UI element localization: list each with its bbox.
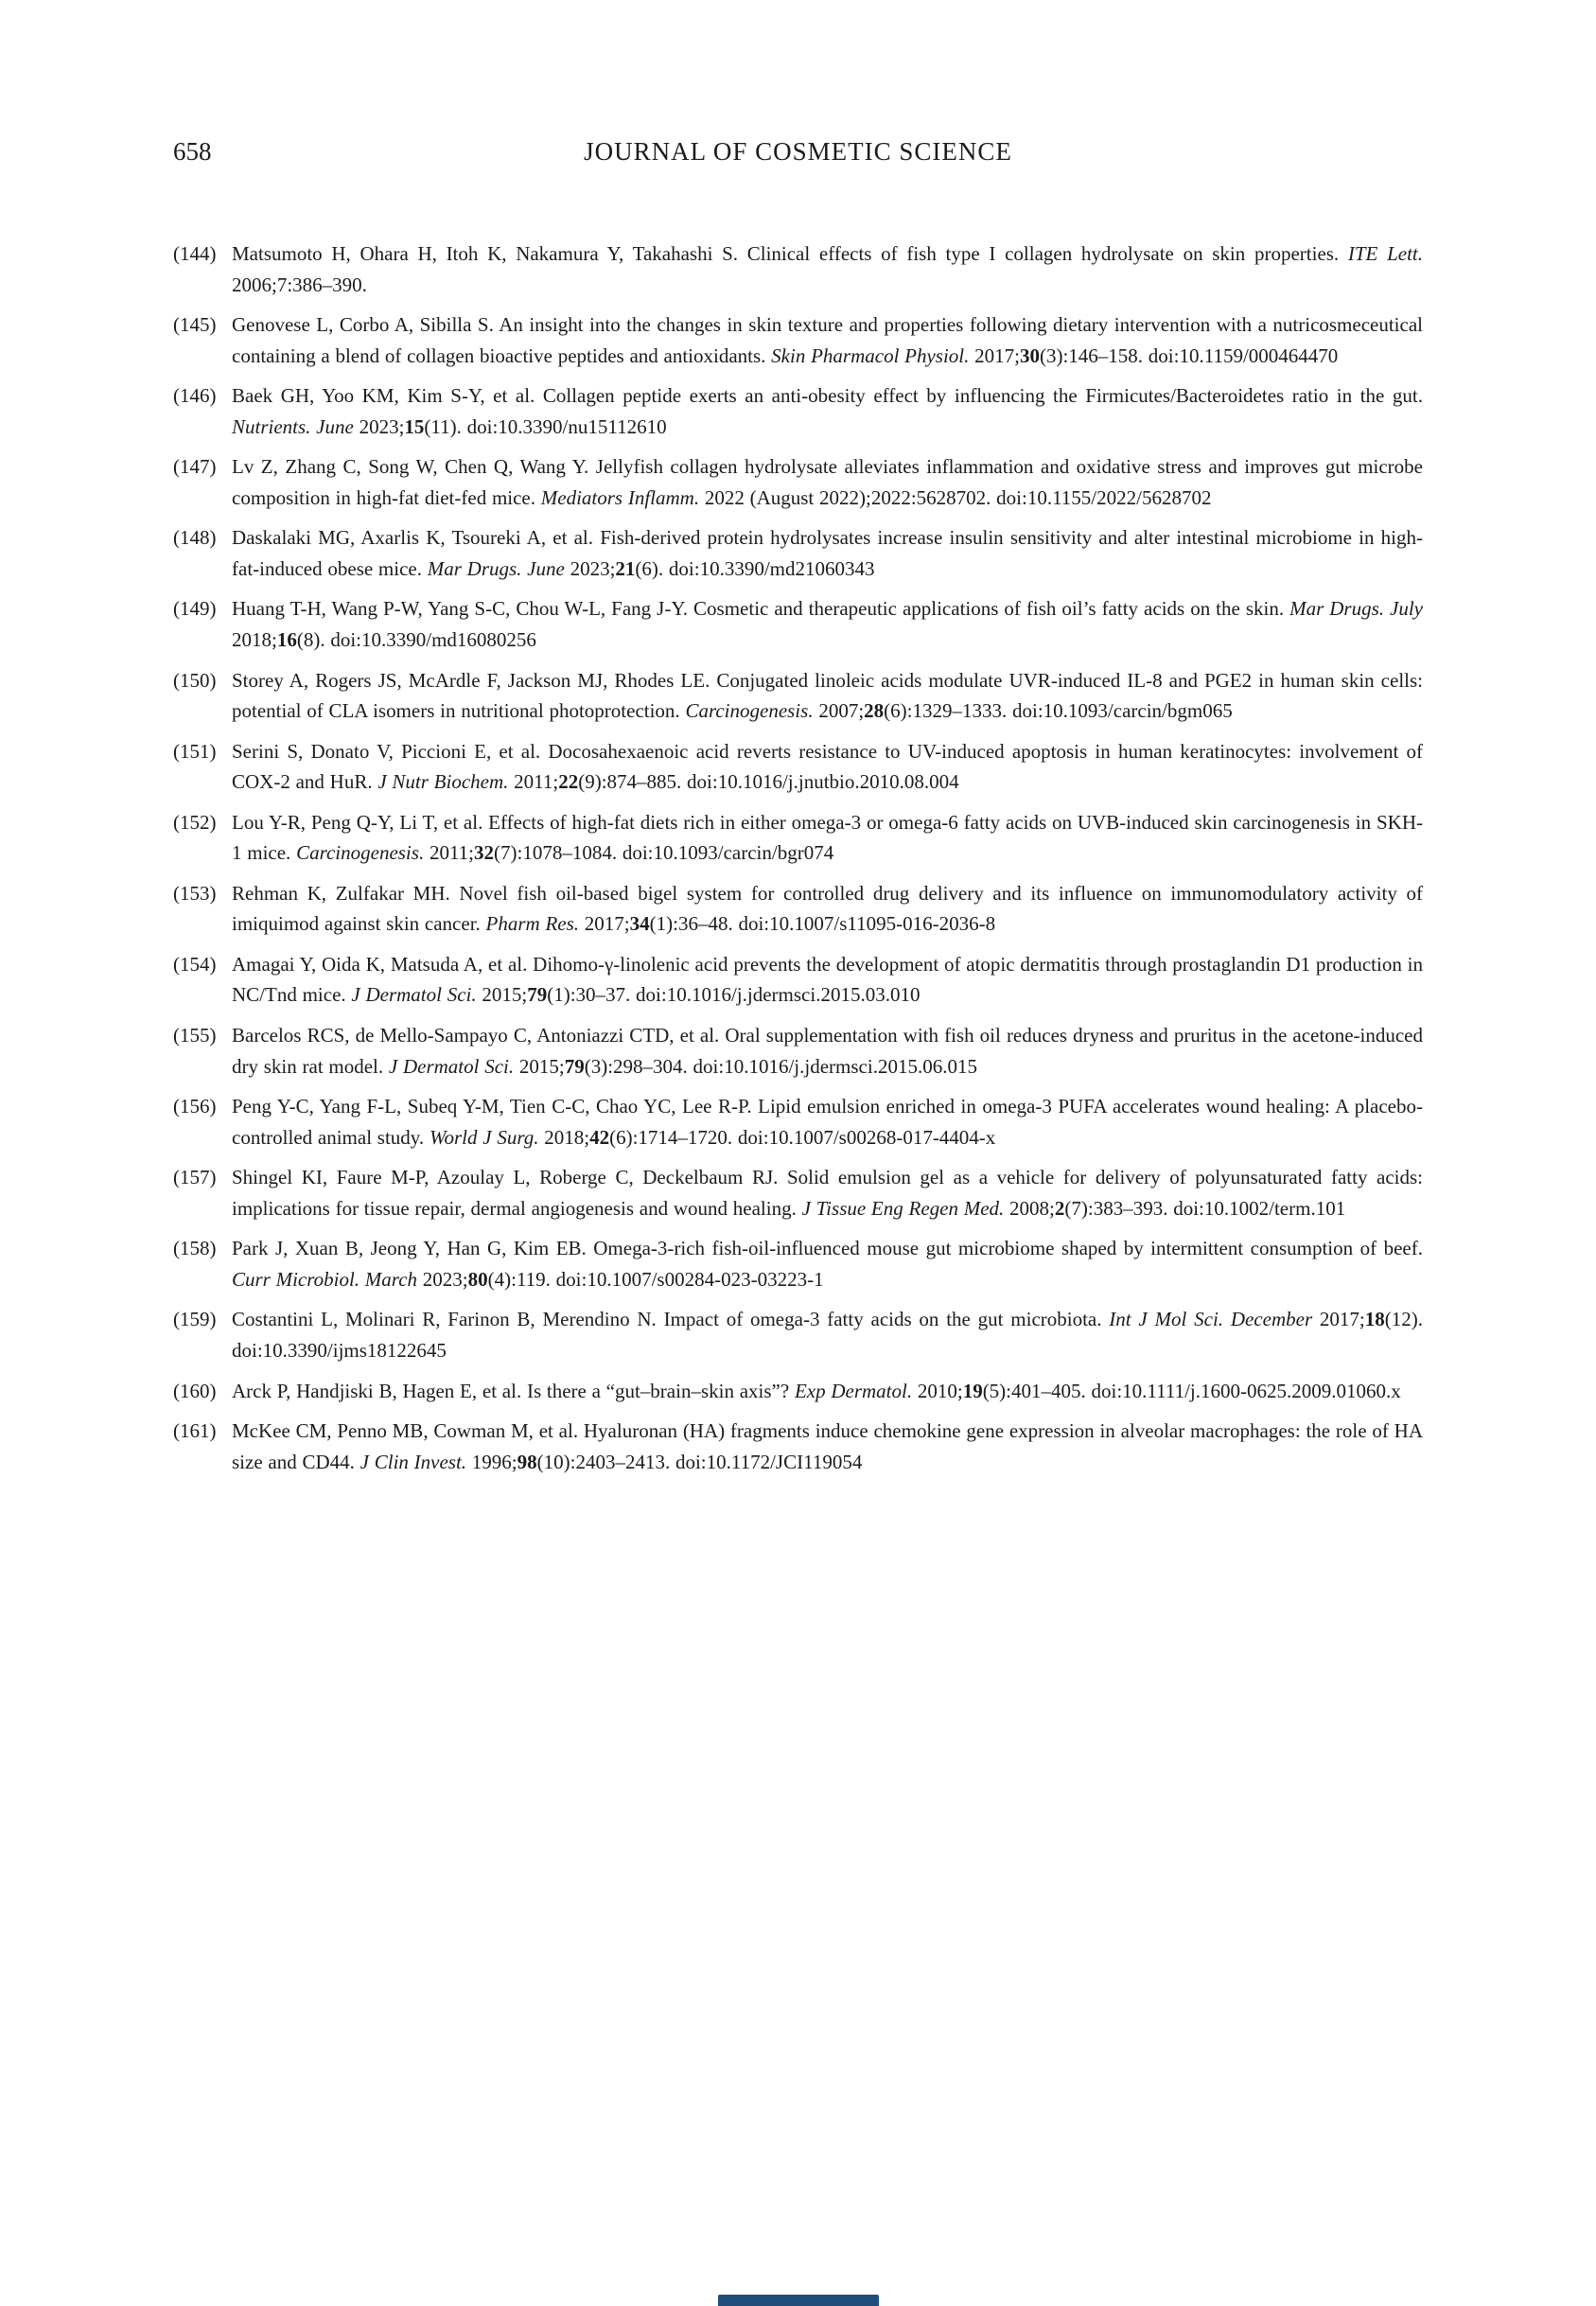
reference-text: (6):1714–1720. doi:10.1007/s00268-017-4404-x xyxy=(609,1125,996,1149)
reference-item xyxy=(173,522,1423,584)
reference-text: (7):1078–1084. doi:10.1093/carcin/bgr074 xyxy=(494,841,834,865)
reference-text: 2017; xyxy=(1312,1308,1365,1331)
journal-name: J Nutr Biochem. xyxy=(377,770,509,794)
journal-name: Carcinogenesis. xyxy=(296,841,425,865)
reference-number: (144) xyxy=(173,242,217,265)
journal-name: Skin Pharmacol Physiol. xyxy=(771,343,970,367)
reference-text: 2018; xyxy=(538,1125,590,1149)
journal-name: ITE Lett. xyxy=(1347,242,1423,265)
reference-text: Storey A, Rogers JS, McArdle F, Jackson MJ, Rhodes LE. Conjugated linoleic acids modulate UVR-induced IL-8 and PGE2 in human skin cells: potential of CLA isomers in nutritional photoprotection. xyxy=(232,668,1423,723)
reference-number: (150) xyxy=(173,668,217,692)
reference-text: (6). doi:10.3390/md21060343 xyxy=(635,556,875,580)
reference-item xyxy=(173,1091,1423,1153)
journal-name: J Tissue Eng Regen Med. xyxy=(801,1196,1005,1220)
journal-name: World J Surg. xyxy=(429,1125,539,1149)
reference-item xyxy=(173,1233,1423,1294)
reference-text: 2011; xyxy=(424,841,475,865)
reference-text: Matsumoto H, Ohara H, Itoh K, Nakamura Y, Takahashi S. Clinical effects of fish type I collagen hydrolysate on skin properties. xyxy=(232,242,1348,265)
volume-number: 19 xyxy=(962,1379,983,1402)
reference-item xyxy=(173,380,1423,442)
volume-number: 22 xyxy=(558,770,579,794)
reference-number: (159) xyxy=(173,1308,217,1331)
reference-item xyxy=(173,807,1423,869)
volume-number: 32 xyxy=(474,841,495,865)
volume-number: 79 xyxy=(564,1054,585,1078)
reference-text: 2022 (August 2022);2022:5628702. doi:10.1155/2022/5628702 xyxy=(699,485,1212,509)
volume-number: 34 xyxy=(629,912,650,936)
page-header xyxy=(173,134,1423,168)
reference-text: Lv Z, Zhang C, Song W, Chen Q, Wang Y. Jellyfish collagen hydrolysate alleviates inflammation and oxidative stress and improves gut microbe composition in high-fat diet-fed mice. xyxy=(232,455,1423,509)
reference-item xyxy=(173,1020,1423,1082)
reference-item xyxy=(173,1376,1423,1407)
reference-text: (7):383–393. doi:10.1002/term.101 xyxy=(1064,1196,1346,1220)
volume-number: 42 xyxy=(589,1125,610,1149)
reference-number: (154) xyxy=(173,952,217,976)
journal-name: Curr Microbiol. March xyxy=(232,1267,418,1291)
reference-text: 2015; xyxy=(476,983,528,1007)
reference-number: (146) xyxy=(173,384,217,408)
reference-text: (3):298–304. doi:10.1016/j.jdermsci.2015.06.015 xyxy=(584,1054,977,1078)
journal-name: J Dermatol Sci. xyxy=(351,983,477,1007)
reference-text: 2018; xyxy=(232,628,277,652)
reference-number: (145) xyxy=(173,313,217,337)
reference-text: (1):30–37. doi:10.1016/j.jdermsci.2015.03.010 xyxy=(547,983,921,1007)
journal-name: Nutrients. June xyxy=(232,414,354,438)
volume-number: 28 xyxy=(864,699,885,723)
volume-number: 21 xyxy=(615,556,636,580)
volume-number: 98 xyxy=(517,1450,537,1473)
next-page-edge xyxy=(718,2295,879,2306)
reference-text: Daskalaki MG, Axarlis K, Tsoureki A, et al. Fish-derived protein hydrolysates increase insulin sensitivity and alter intestinal microbiome in high-fat-induced obese mice. xyxy=(232,526,1423,580)
reference-number: (151) xyxy=(173,739,217,763)
reference-text: 2023; xyxy=(353,414,405,438)
reference-text: 2006;7:386–390. xyxy=(232,273,367,296)
reference-text: Park J, Xuan B, Jeong Y, Han G, Kim EB. Omega-3-rich fish-oil-influenced mouse gut microbiome shaped by intermittent consumption of beef. xyxy=(232,1237,1423,1260)
journal-name: J Dermatol Sci. xyxy=(388,1054,515,1078)
reference-text: 1996; xyxy=(466,1450,517,1473)
reference-item xyxy=(173,949,1423,1011)
reference-number: (157) xyxy=(173,1166,217,1189)
reference-text: 2017; xyxy=(969,343,1020,367)
reference-number: (161) xyxy=(173,1419,217,1443)
reference-item xyxy=(173,665,1423,727)
reference-text: (1):36–48. doi:10.1007/s11095-016-2036-8 xyxy=(649,912,996,936)
journal-name: Pharm Res. xyxy=(485,912,580,936)
journal-name: J Clin Invest. xyxy=(360,1450,467,1473)
reference-text: (6):1329–1333. doi:10.1093/carcin/bgm065 xyxy=(884,699,1233,723)
journal-name: Mediators Inflamm. xyxy=(540,485,700,509)
reference-text: Shingel KI, Faure M-P, Azoulay L, Roberge C, Deckelbaum RJ. Solid emulsion gel as a vehicle for delivery of polyunsaturated fatty acids: implications for tissue repair, dermal angiogenesis and wound healing. xyxy=(232,1166,1423,1220)
reference-number: (156) xyxy=(173,1095,217,1118)
volume-number: 80 xyxy=(467,1267,488,1291)
reference-text: Baek GH, Yoo KM, Kim S-Y, et al. Collagen peptide exerts an anti-obesity effect by influencing the Firmicutes/Bacteroidetes ratio in the gut. xyxy=(232,384,1423,408)
reference-text: Genovese L, Corbo A, Sibilla S. An insight into the changes in skin texture and properties following dietary intervention with a nutricosmeceutical containing a blend of collagen bioactive peptides and antioxidants. xyxy=(232,313,1423,367)
reference-text: 2023; xyxy=(417,1267,468,1291)
reference-number: (152) xyxy=(173,810,217,834)
reference-text: 2023; xyxy=(564,556,616,580)
reference-text: McKee CM, Penno MB, Cowman M, et al. Hyaluronan (HA) fragments induce chemokine gene expression in alveolar macrophages: the role of HA size and CD44. xyxy=(232,1419,1423,1473)
reference-text: (3):146–158. doi:10.1159/000464470 xyxy=(1039,343,1339,367)
references-list xyxy=(173,238,1423,1477)
reference-number: (155) xyxy=(173,1024,217,1047)
reference-text: (8). doi:10.3390/md16080256 xyxy=(296,628,536,652)
volume-number: 79 xyxy=(527,983,548,1007)
journal-title: JOURNAL OF COSMETIC SCIENCE xyxy=(584,137,1012,166)
reference-item xyxy=(173,1304,1423,1365)
reference-text: Rehman K, Zulfakar MH. Novel fish oil-based bigel system for controlled drug delivery and its influence on immunomodulatory activity of imiquimod against skin cancer. xyxy=(232,881,1423,936)
reference-text: Amagai Y, Oida K, Matsuda A, et al. Dihomo-γ-linolenic acid prevents the development of atopic dermatitis through prostaglandin D1 production in NC/Tnd mice. xyxy=(232,952,1423,1007)
reference-text: Lou Y-R, Peng Q-Y, Li T, et al. Effects of high-fat diets rich in either omega-3 or omega-6 fatty acids on UVB-induced skin carcinogenesis in SKH-1 mice. xyxy=(232,810,1423,865)
reference-item xyxy=(173,238,1423,300)
journal-name: Mar Drugs. June xyxy=(427,556,565,580)
reference-item xyxy=(173,309,1423,371)
reference-item xyxy=(173,593,1423,655)
reference-number: (148) xyxy=(173,526,217,550)
reference-text: Huang T-H, Wang P-W, Yang S-C, Chou W-L, Fang J-Y. Cosmetic and therapeutic applications of fish oil’s fatty acids on the skin. xyxy=(232,597,1290,621)
journal-name: Exp Dermatol. xyxy=(794,1379,913,1402)
reference-number: (158) xyxy=(173,1237,217,1260)
page-number: 658 xyxy=(173,137,212,166)
reference-text: 2011; xyxy=(508,770,559,794)
reference-text: (4):119. doi:10.1007/s00284-023-03223-1 xyxy=(487,1267,824,1291)
reference-text: 2017; xyxy=(579,912,630,936)
reference-text: (11). doi:10.3390/nu15112610 xyxy=(424,414,667,438)
reference-text: Arck P, Handjiski B, Hagen E, et al. Is there a “gut–brain–skin axis”? xyxy=(232,1379,795,1402)
reference-text: Costantini L, Molinari R, Farinon B, Merendino N. Impact of omega-3 fatty acids on the gut microbiota. xyxy=(232,1308,1110,1331)
reference-text: Peng Y-C, Yang F-L, Subeq Y-M, Tien C-C, Chao YC, Lee R-P. Lipid emulsion enriched in omega-3 PUFA accelerates wound healing: A placebo-controlled animal study. xyxy=(232,1095,1423,1149)
reference-text: (9):874–885. doi:10.1016/j.jnutbio.2010.08.004 xyxy=(578,770,959,794)
reference-text: 2015; xyxy=(514,1054,565,1078)
volume-number: 16 xyxy=(276,628,297,652)
reference-text: 2010; xyxy=(912,1379,963,1402)
volume-number: 15 xyxy=(404,414,425,438)
volume-number: 18 xyxy=(1364,1308,1385,1331)
reference-text: (10):2403–2413. doi:10.1172/JCI119054 xyxy=(536,1450,863,1473)
journal-name: Mar Drugs. July xyxy=(1289,597,1423,621)
reference-item xyxy=(173,1416,1423,1477)
reference-text: (5):401–405. doi:10.1111/j.1600-0625.2009.01060.x xyxy=(982,1379,1401,1402)
reference-item xyxy=(173,736,1423,798)
volume-number: 2 xyxy=(1054,1196,1065,1220)
reference-text: Serini S, Donato V, Piccioni E, et al. Docosahexaenoic acid reverts resistance to UV-induced apoptosis in human keratinocytes: involvement of COX-2 and HuR. xyxy=(232,739,1423,794)
volume-number: 30 xyxy=(1019,343,1040,367)
reference-number: (160) xyxy=(173,1379,217,1402)
reference-text: 2008; xyxy=(1004,1196,1055,1220)
reference-number: (147) xyxy=(173,455,217,479)
reference-item xyxy=(173,451,1423,513)
reference-text: (12). doi:10.3390/ijms18122645 xyxy=(232,1308,1423,1362)
reference-number: (149) xyxy=(173,597,217,621)
reference-text: Barcelos RCS, de Mello-Sampayo C, Antoniazzi CTD, et al. Oral supplementation with fish oil reduces dryness and pruritus in the acetone-induced dry skin rat model. xyxy=(232,1024,1423,1078)
reference-text: 2007; xyxy=(813,699,865,723)
reference-number: (153) xyxy=(173,881,217,905)
reference-item xyxy=(173,1162,1423,1223)
reference-item xyxy=(173,878,1423,940)
journal-name: Carcinogenesis. xyxy=(685,699,814,723)
journal-name: Int J Mol Sci. December xyxy=(1109,1308,1313,1331)
